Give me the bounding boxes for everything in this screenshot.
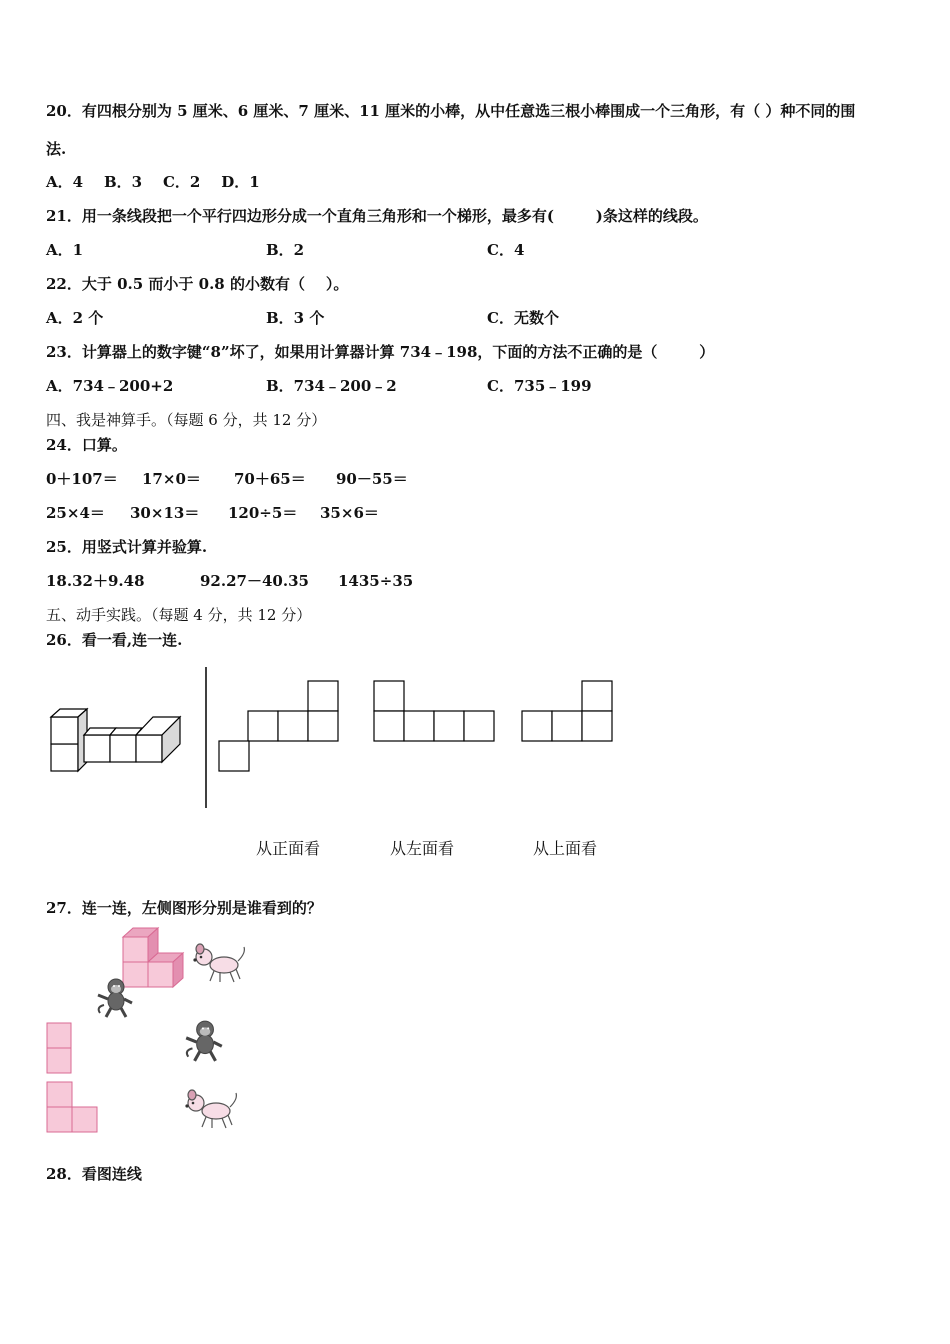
section-5-heading: 五、动手实践。（每题 4 分，共 12 分） [46,606,312,624]
q20-text-line2: 法. [46,140,67,158]
q22-option-c: C．无数个 [487,309,559,327]
q26-text: 26．看一看,连一连. [46,631,183,649]
section-4-heading: 四、我是神算手。（每题 6 分，共 12 分） [46,411,327,429]
caption-left-view: 从左面看 [390,839,455,858]
q27-text: 27．连一连，左侧图形分别是谁看到的？ [46,899,322,917]
dog-icon [182,1089,240,1131]
q28-text: 28．看图连线 [46,1165,142,1183]
q24-item: 25×4＝ [46,504,105,522]
q24-item: 120÷5＝ [228,504,298,522]
q23-option-c: C．735﹣199 [487,377,592,395]
q20-text-line1: 20．有四根分别为 5 厘米、6 厘米、7 厘米、11 厘米的小棒，从中任意选三根小棒围成一个三角形，有（ ）种不同的围 [46,102,856,120]
q22-option-b: B．3 个 [266,309,325,327]
q22-text: 22．大于 0.5 而小于 0.8 的小数有（ ）。 [46,275,349,293]
q25-text: 25．用竖式计算并验算. [46,538,208,556]
q24-text: 24．口算。 [46,436,127,454]
q25-item: 92.27－40.35 [200,572,309,590]
q24-item: 90－55＝ [336,470,408,488]
q23-text: 23．计算器上的数字键“8”坏了，如果用计算器计算 734﹣198，下面的方法不正确的是（ ） [46,343,715,361]
q22-option-a: A．2 个 [46,309,104,327]
q21-option-a: A．1 [46,241,84,259]
q24-item: 0＋107＝ [46,470,118,488]
q21-option-c: C．4 [487,241,525,259]
q24-item: 70＋65＝ [234,470,306,488]
q24-item: 30×13＝ [130,504,200,522]
q20-options: A．4 B．3 C．2 D．1 [46,173,260,191]
q21-text: 21．用一条线段把一个平行四边形分成一个直角三角形和一个梯形，最多有( )条这样的线段。 [46,207,708,225]
q23-option-b: B．734﹣200﹣2 [266,377,397,395]
monkey-icon [182,1019,226,1063]
q25-item: 1435÷35 [338,572,414,590]
caption-front-view: 从正面看 [256,839,321,858]
q24-item: 17×0＝ [142,470,201,488]
q23-option-a: A．734﹣200+2 [46,377,174,395]
caption-top-view: 从上面看 [533,839,598,858]
q25-item: 18.32＋9.48 [46,572,145,590]
dog-icon [190,943,248,985]
q24-item: 35×6＝ [320,504,379,522]
q21-option-b: B．2 [266,241,305,259]
monkey-icon [94,977,136,1019]
